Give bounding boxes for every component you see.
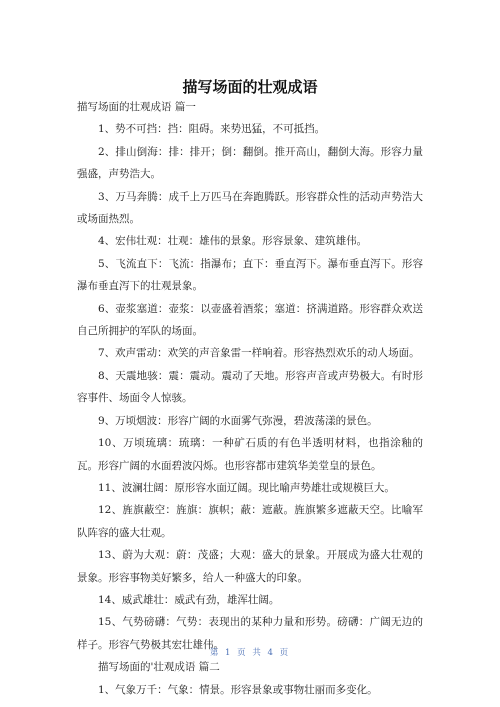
idiom-entry: 6、壶浆塞道：壶浆：以壶盛着酒浆；塞道：挤满道路。形容群众欢送自己所拥护的军队的场面。 [77, 302, 423, 338]
idiom-entry: 10、万顷琉璃：琉璃：一种矿石质的有色半透明材料，也指涂釉的瓦。形容广阔的水面碧波闪烁。也形容都市建筑华美堂皇的景色。 [77, 437, 423, 472]
idiom-entry: 1、势不可挡：挡：阻碍。来势迅猛，不可抵挡。 [98, 123, 326, 136]
idiom-entry: 5、飞流直下：飞流：指瀑布；直下：垂直泻下。瀑布垂直泻下。形容瀑布垂直泻下的壮观景象。 [77, 257, 423, 293]
idiom-entry: 1、气象万千：气象：情景。形容景象或事物壮丽而多变化。 [98, 683, 378, 696]
idiom-entry: 7、欢声雷动：欢笑的声音象雷一样响着。形容热烈欢乐的动人场面。 [98, 347, 420, 360]
idiom-entry: 13、蔚为大观：蔚：茂盛；大观：盛大的景象。开展成为盛大壮观的景象。形容事物美好繁多，给人一种盛大的印象。 [77, 549, 423, 584]
document-body [77, 96, 423, 701]
idiom-entry: 2、排山倒海：排：排开；倒：翻倒。推开高山，翻倒大海。形容力量强盛，声势浩大。 [77, 145, 423, 181]
section-heading: 描写场面的'壮观成语 篇二 [98, 661, 220, 674]
idiom-entry: 4、宏伟壮观：壮观：雄伟的景象。形容景象、建筑雄伟。 [98, 235, 368, 248]
idiom-entry: 8、天震地骇：震：震动。震动了天地。形容声音或声势极大。有时形容事件、场面令人惊骇。 [77, 369, 423, 405]
idiom-entry: 12、旌旗蔽空：旌旗：旗帜；蔽：遮蔽。旌旗繁多遮蔽天空。比喻军队阵容的盛大壮观。 [77, 504, 423, 539]
idiom-entry: 9、万顷烟波：形容广阔的水面雾气弥漫，碧波荡漾的景色。 [98, 414, 378, 427]
document-title: 描写场面的壮观成语 [182, 78, 318, 96]
page-number-footer: 第 1 页 共 4 页 [209, 648, 291, 658]
idiom-entry: 3、万马奔腾：成千上万匹马在奔跑腾跃。形容群众性的活动声势浩大或场面热烈。 [77, 190, 423, 226]
section-heading: 描写场面的壮观成语 篇一 [77, 101, 196, 113]
idiom-entry: 15、气势磅礴：气势：表现出的某种力量和形势。磅礴：广阔无边的样子。形容气势极其宏壮雄伟。 [77, 616, 423, 651]
idiom-entry: 14、威武雄壮：威武有劲，雄浑壮阔。 [98, 593, 280, 606]
idiom-entry: 11、波澜壮阔：原形容水面辽阔。现比喻声势雄壮或规模巨大。 [98, 481, 395, 494]
